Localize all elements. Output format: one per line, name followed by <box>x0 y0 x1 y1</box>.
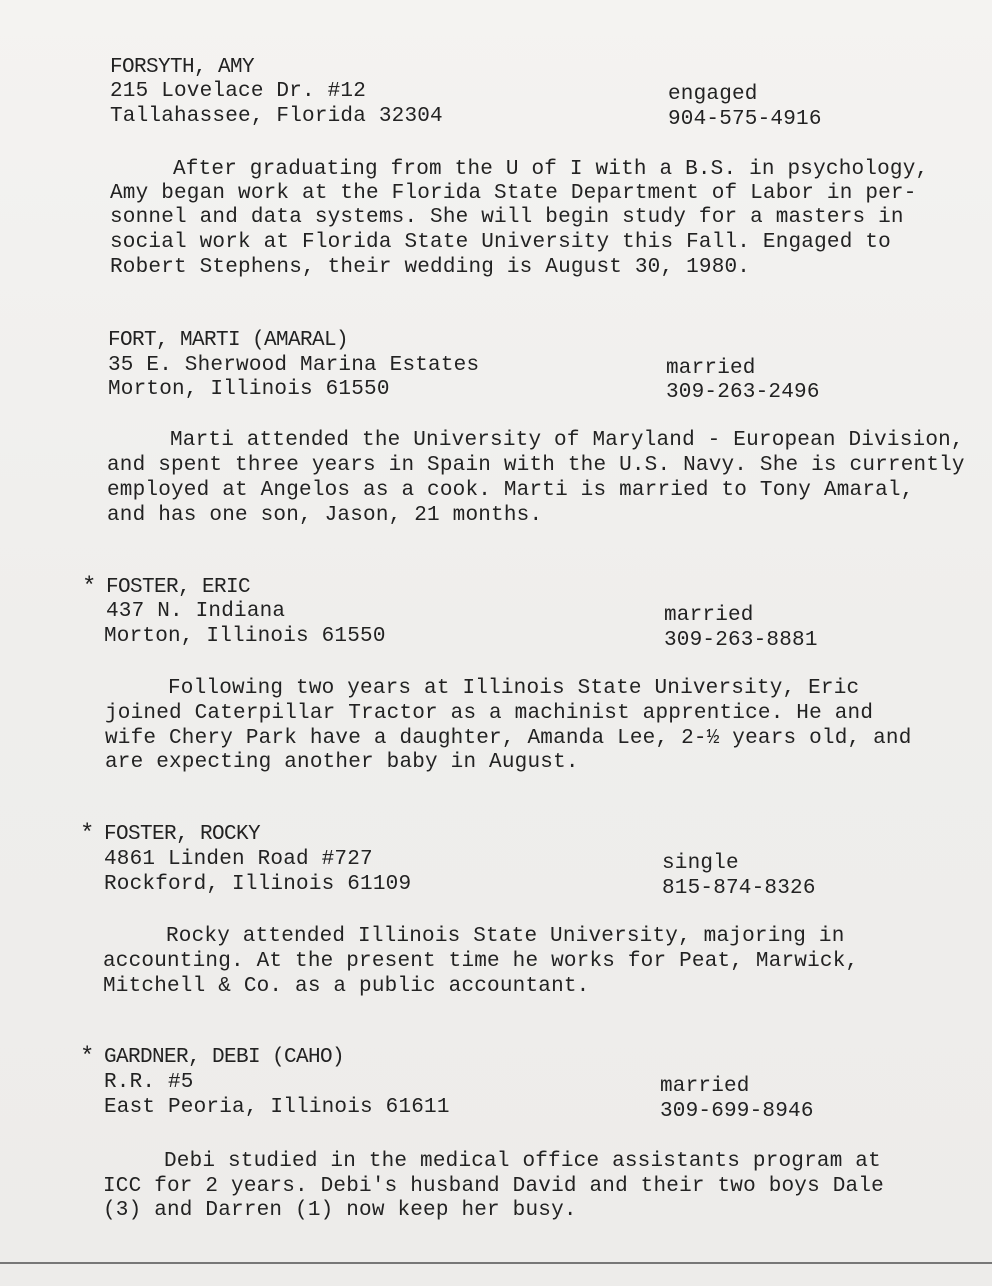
bio-line: joined Caterpillar Tractor as a machinist apprentice. He and <box>105 702 874 725</box>
entry-address: 215 Lovelace Dr. #12 <box>110 80 367 103</box>
bio-line: employed at Angelos as a cook. Marti is married to Tony Amaral, <box>107 479 914 502</box>
bio-line: ICC for 2 years. Debi's husband David and their two boys Dale <box>103 1175 884 1198</box>
entry-status: married <box>660 1075 750 1098</box>
entry-city: Morton, Illinois 61550 <box>108 378 390 401</box>
bio-line: Rocky attended Illinois State University, majoring in <box>166 925 845 948</box>
entry-name: FORT, MARTI (AMARAL) <box>108 329 349 352</box>
bio-line: Following two years at Illinois State University, Eric <box>168 677 860 700</box>
bio-line: social work at Florida State University this Fall. Engaged to <box>110 231 891 254</box>
entry-address: 35 E. Sherwood Marina Estates <box>108 354 480 377</box>
star-marker: * <box>82 574 97 601</box>
entry-name: FOSTER, ROCKY <box>104 823 261 846</box>
entry-address: 4861 Linden Road #727 <box>104 848 373 871</box>
bio-line: Mitchell & Co. as a public accountant. <box>103 975 590 998</box>
bio-line: and spent three years in Spain with the U.S. Navy. She is currently <box>107 454 965 477</box>
entry-phone: 815-874-8326 <box>662 877 816 900</box>
page-bottom-edge <box>0 1262 992 1264</box>
bio-line: After graduating from the U of I with a B.S. in psychology, <box>173 158 929 181</box>
bio-line: Marti attended the University of Maryland - European Division, <box>170 429 964 452</box>
entry-status: married <box>666 357 756 380</box>
entry-name: GARDNER, DEBI (CAHO) <box>104 1046 345 1069</box>
entry-address: 437 N. Indiana <box>106 600 286 623</box>
entry-city: East Peoria, Illinois 61611 <box>104 1096 450 1119</box>
entry-city: Tallahassee, Florida 32304 <box>110 105 443 128</box>
star-marker: * <box>80 1044 95 1071</box>
entry-phone: 904-575-4916 <box>668 108 822 131</box>
entry-city: Morton, Illinois 61550 <box>104 625 386 648</box>
entry-address: R.R. #5 <box>104 1071 194 1094</box>
bio-line: Amy began work at the Florida State Department of Labor in per- <box>110 182 917 205</box>
star-marker: * <box>80 821 95 848</box>
bio-line: sonnel and data systems. She will begin study for a masters in <box>110 206 904 229</box>
entry-status: engaged <box>668 83 758 106</box>
entry-phone: 309-699-8946 <box>660 1100 814 1123</box>
entry-status: single <box>662 852 739 875</box>
bio-line: Robert Stephens, their wedding is August 30, 1980. <box>110 256 751 279</box>
entry-name: FOSTER, ERIC <box>106 576 251 599</box>
entry-phone: 309-263-2496 <box>666 381 820 404</box>
entry-phone: 309-263-8881 <box>664 629 818 652</box>
bio-line: accounting. At the present time he works for Peat, Marwick, <box>103 950 859 973</box>
bio-line: and has one son, Jason, 21 months. <box>107 504 543 527</box>
bio-line: Debi studied in the medical office assistants program at <box>164 1150 881 1173</box>
entry-name: FORSYTH, AMY <box>110 56 255 79</box>
bio-line: are expecting another baby in August. <box>105 751 579 774</box>
entry-city: Rockford, Illinois 61109 <box>104 873 412 896</box>
bio-line: (3) and Darren (1) now keep her busy. <box>103 1199 577 1222</box>
entry-status: married <box>664 604 754 627</box>
bio-line: wife Chery Park have a daughter, Amanda Lee, 2-½ years old, and <box>105 727 912 750</box>
